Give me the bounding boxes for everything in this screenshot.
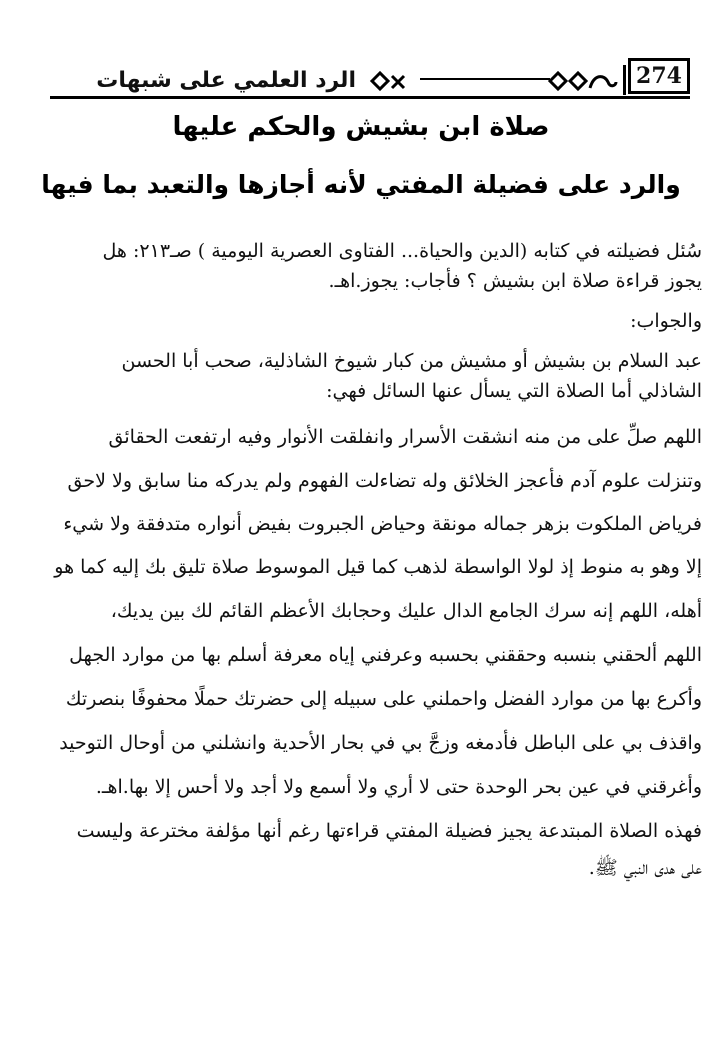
text-line: وأكرع بها من موارد الفضل واحملني على سبيله إلى حضرتك حملًا محفوفًا بنصرتك — [65, 688, 702, 710]
chapter-title: صلاة ابن بشيش والحكم عليها — [172, 112, 550, 142]
text-line: يجوز قراءة صلاة ابن بشيش ؟ فأجاب: يجوز.اهـ. — [328, 270, 702, 292]
ornament-icon — [368, 68, 418, 94]
text-line: وتنزلت علوم آدم فأعجز الخلائق وله تضاءلت الفهوم ولم يدركه منا سابق ولا لاحق — [67, 470, 702, 492]
text-line: إلا وهو به منوط إذ لولا الواسطة لذهب كما قيل الموسوط صلاة تليق بك إليه كما هو — [54, 556, 702, 578]
running-title: الرد العلمي على شبهات — [96, 68, 356, 93]
text-line: الشاذلي أما الصلاة التي يسأل عنها السائل فهي: — [326, 380, 702, 402]
header-divider — [420, 78, 550, 80]
text-line: سُئل فضيلته في كتابه (الدين والحياة... الفتاوى العصرية اليومية ) صـ٢١٣: هل — [102, 240, 702, 262]
text-line: واقذف بي على الباطل فأدمغه وزجَّ بي في بحار الأحدية وانشلني من أوحال التوحيد — [59, 732, 702, 754]
page-number: 274 — [628, 58, 690, 94]
text-line: وأغرقني في عين بحر الوحدة حتى لا أري ولا أسمع ولا أجد ولا أحس إلا بها.اهـ. — [95, 776, 702, 798]
text-line: أهله، اللهم إنه سرك الجامع الدال عليك وحجابك الأعظم القائم لك بين يديك، — [110, 600, 702, 622]
text-line: على هدى النبي ﷺ. — [588, 857, 702, 879]
chapter-subtitle: والرد على فضيلة المفتي لأنه أجازها والتعبد بما فيها — [41, 170, 681, 199]
text-line: اللهم ألحقني بنسبه وحققني بحسبه وعرفني إياه معرفة أسلم بها من موارد الجهل — [69, 644, 702, 666]
header-rule — [50, 96, 690, 99]
text-line: فهذه الصلاة المبتدعة يجيز فضيلة المفتي قراءتها رغم أنها مؤلفة مخترعة وليست — [76, 820, 702, 842]
page-header — [50, 58, 690, 110]
text-line: اللهم صلِّ على من منه انشقت الأسرار وانفلقت الأنوار وفيه ارتفعت الحقائق — [108, 426, 702, 448]
text-line: والجواب: — [630, 310, 702, 332]
text-line: عبد السلام بن بشيش أو مشيش من كبار شيوخ الشاذلية، صحب أبا الحسن — [121, 350, 702, 372]
ornament-icon — [548, 68, 618, 94]
text-line: فرياض الملكوت بزهر جماله مونقة وحياض الجبروت بفيض أنواره متدفقة ولا شيء — [63, 513, 702, 535]
